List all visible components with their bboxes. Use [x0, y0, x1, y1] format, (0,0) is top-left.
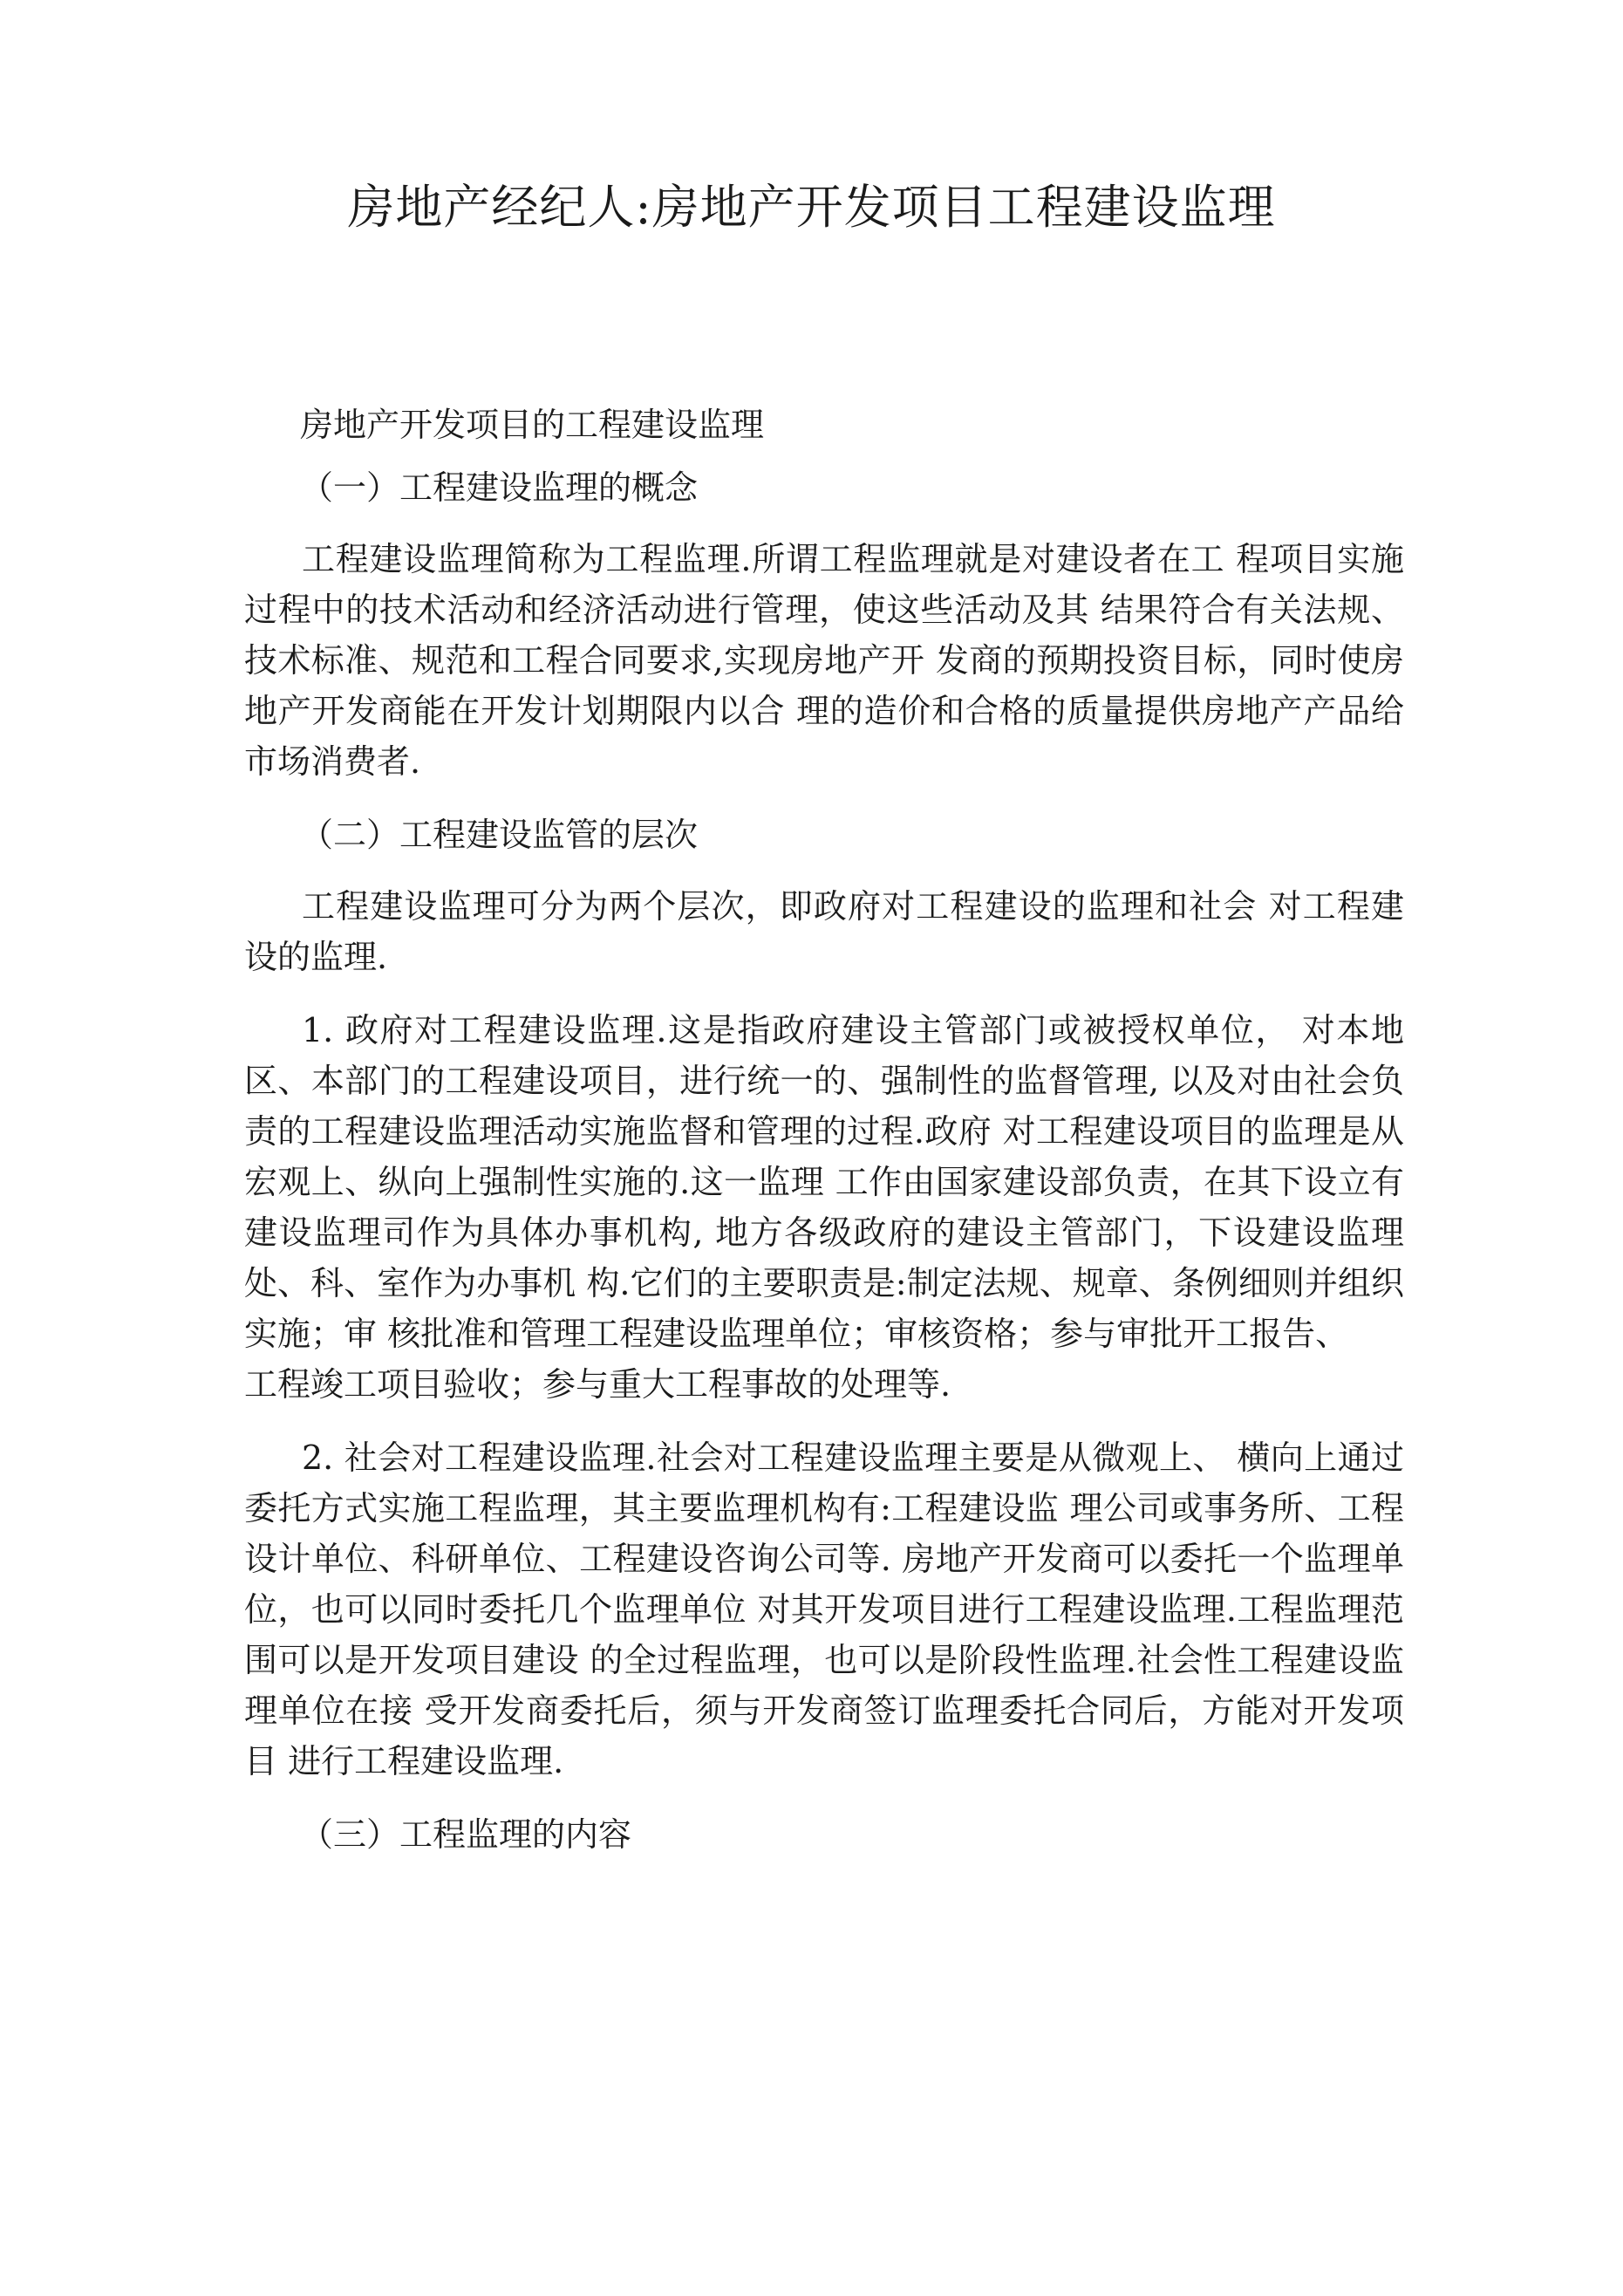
- section-heading-2: （二）工程建设监管的层次: [300, 816, 699, 854]
- section-2-paragraph-3: 2. 社会对工程建设监理.社会对工程建设监理主要是从微观上、 横向上通过委托方式实施工程监理，其主要监理机构有:工程建设监 理公司或事务所、工程设计单位、科研单位、工程建设咨询公司等. 房地产开发商可以委托一个监理单位，也可以同时委托几个监理单位 对其开发项目进行工程建设监理.工程监理范围可以是开发项目建设 的全过程监理，也可以是阶段性监理.社会性工程建设监理单位在接 受开发商委托后，须与开发商签订监理委托合同后，方能对开发项目 进行工程建设监理.: [244, 1438, 1404, 1780]
- section-heading-1: （一）工程建设监理的概念: [300, 468, 699, 507]
- section-2-paragraph-1: 工程建设监理可分为两个层次，即政府对工程建设的监理和社会 对工程建设的监理.: [244, 887, 1404, 976]
- document-body: [244, 400, 1404, 1860]
- section-1-paragraph-1: 工程建设监理简称为工程监理.所谓工程监理就是对建设者在工 程项目实施过程中的技术活动和经济活动进行管理，使这些活动及其 结果符合有关法规、技术标准、规范和工程合同要求,实现房地产开 发商的预期投资目标，同时使房地产开发商能在开发计划期限内以合 理的造价和合格的质量提供房地产产品给市场消费者.: [244, 540, 1404, 781]
- intro-heading: 房地产开发项目的工程建设监理: [300, 406, 765, 444]
- document-title: 房地产经纪人:房地产开发项目工程建设监理: [347, 180, 1276, 235]
- section-heading-3: （三）工程监理的内容: [300, 1815, 632, 1854]
- section-2-paragraph-2: 1. 政府对工程建设监理.这是指政府建设主管部门或被授权单位， 对本地区、本部门的工程建设项目，进行统一的、强制性的监督管理, 以及对由社会负责的工程建设监理活动实施监督和管理的过程.政府 对工程建设项目的监理是从宏观上、纵向上强制性实施的.这一监理 工作由国家建设部负责，在其下设立有建设监理司作为具体办事机构, 地方各级政府的建设主管部门，下设建设监理处、科、室作为办事机 构.它们的主要职责是:制定法规、规章、条例细则并组织实施；审 核批准和管理工程建设监理单位；审核资格；参与审批开工报告、: [244, 1011, 1404, 1353]
- section-2-paragraph-2-continued: 工程竣工项目验收；参与重大工程事故的处理等.: [244, 1365, 951, 1404]
